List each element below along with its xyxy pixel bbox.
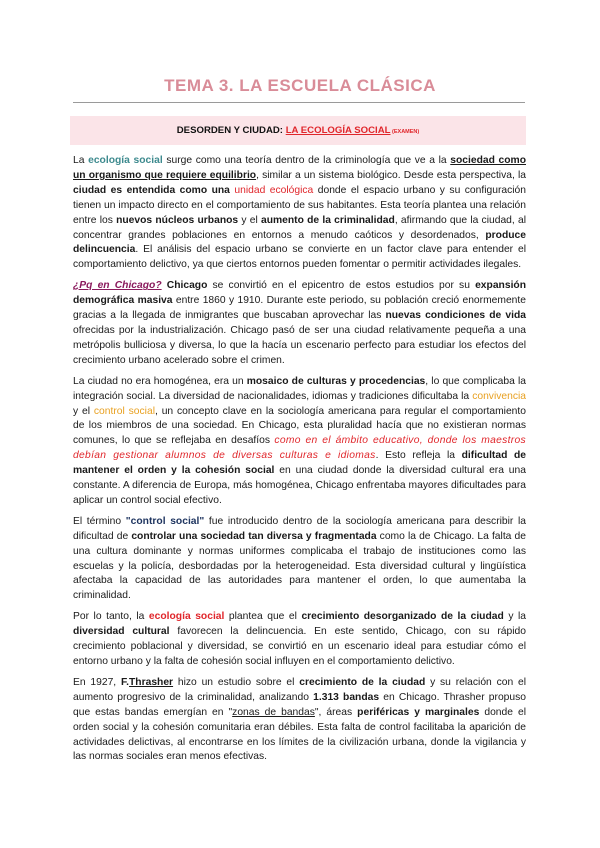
text-span: El término (73, 515, 126, 527)
banner-highlight: LA ECOLOGÍA SOCIAL (285, 125, 391, 136)
emphasis-dificultad: dificultad de mantener el orden y la cohesión social (73, 450, 527, 477)
text-span: donde el espacio urbano y su configuración tienen un impacto directo en el comportamiento de sus habitantes. Esta teoría plantea una relación entre los (73, 184, 527, 226)
text-span: . Esto refleja la (375, 450, 462, 462)
term-ecologia-social-red: ecología social (148, 611, 225, 623)
emphasis-nucleos: nuevos núcleos urbanos (116, 214, 239, 226)
emphasis-expansion: expansión demográfica masiva (73, 280, 527, 307)
text-span: La (73, 155, 89, 166)
emphasis-controlar: controlar una sociedad tan diversa y fragmentada (131, 530, 377, 542)
text-span: entre 1860 y 1910. Durante este periodo, su población creció enormemente gracias a la llegada de inmigrantes que buscaban aprovechar las (73, 295, 526, 322)
text-span: La ciudad no era homogénea, era un (73, 375, 247, 387)
text-span: hizo un estudio sobre el (173, 676, 300, 688)
term-convivencia: convivencia (472, 390, 526, 402)
paragraph-control-social (73, 515, 526, 604)
text-span: , lo que complicaba la integración social. La diversidad de nacionalidades, idiomas y tradiciones dificultaba la (73, 375, 527, 402)
example-educativo: como en el ámbito educativo, donde los maestros debían gestionar alumnos de diversas culturas e idiomas (73, 435, 526, 462)
term-unidad-ecologica: unidad ecológica (234, 184, 314, 196)
emphasis-ciudad: ciudad es entendida como una (73, 184, 235, 196)
text-span: y el (238, 214, 261, 226)
author-initial: F. (120, 676, 129, 688)
paragraph-chicago (73, 279, 526, 368)
document-body (73, 154, 526, 771)
emphasis-condiciones: nuevas condiciones de vida (385, 310, 526, 322)
title-divider (73, 102, 525, 103)
text-span: donde el orden social y la cohesión comunitaria eran débiles. Esta falta de control facilitaba la aparición de actividades delictivas, al encontrarse en los límites de la civilización urbana, donde la vigilancia y las normas sociales eran menos efectivas. (73, 706, 527, 763)
text-span: favorecen la delincuencia. En este sentido, Chicago, con su rápido crecimiento poblacional y diversidad, se convirtió en un escenario ideal para estudiar cómo el entorno urbano y la falta de cohesión social influyen en el comportamiento delictivo. (73, 626, 527, 667)
emphasis-criminalidad: aumento de la criminalidad (260, 214, 395, 226)
paragraph-mosaico (73, 375, 526, 509)
term-ecologia-social: ecología social (88, 155, 163, 166)
emphasis-diversidad: diversidad cultural (73, 626, 170, 638)
text-span: ofrecidas por la industrialización. Chicago pasó de ser una ciudad relativamente pequeña a una metrópolis bulliciosa y diversa, lo que la hacía un escenario perfecto para estudiar los efectos del crecimiento urbano acelerado sobre el crimen. (73, 324, 526, 366)
text-span: y su relación con el aumento progresivo de la criminalidad, analizando (73, 676, 526, 703)
text-span: En 1927, (73, 676, 121, 688)
term-zonas-bandas: zonas de bandas (232, 706, 315, 718)
text-span: , afirmando que la ciudad, al concentrar grandes poblaciones en entornos a menudo caóticos y desordenados, (73, 214, 526, 241)
text-span: como la de Chicago. La falta de una cultura dominante y normas uniformes complicaba el trabajo de instituciones como las escuelas y la policía, desbordadas por la heterogeneidad. Esta diversidad cultural y lingüística afectaba la capacidad de las autoridades para mantener el orden, lo que aumentaba la criminalidad. (73, 530, 526, 602)
emphasis-chicago: Chicago (161, 280, 208, 292)
banner-exam-tag: (EXAMEN) (390, 129, 420, 135)
text-span: y la (503, 611, 527, 623)
paragraph-thrasher (73, 676, 526, 765)
emphasis-perifericas: periféricas y marginales (357, 706, 480, 718)
term-control-social: control social (93, 405, 155, 417)
text-span: fue introducido dentro de la sociología americana para describir la dificultad de (73, 515, 527, 542)
emphasis-crecimiento: crecimiento desorganizado de la ciudad (301, 611, 504, 623)
emphasis-organismo: sociedad como un organismo que requiere equilibrio (73, 155, 526, 181)
text-span: . El análisis del espacio urbano se convierte en un factor clave para entender el comportamiento delictivo, ya que ciertos entornos pueden fomentar o permitir actividades ilegales. (73, 244, 526, 271)
emphasis-bandas: 1.313 bandas (313, 691, 380, 703)
paragraph-ecologia-social (73, 154, 526, 273)
page-title: TEMA 3. LA ESCUELA CLÁSICA (164, 76, 436, 95)
text-span: ", áreas (314, 706, 358, 718)
author-thrasher: Thrasher (129, 676, 174, 688)
question-pq-chicago: ¿Pq en Chicago? (73, 280, 162, 292)
text-span: y el (73, 405, 94, 417)
text-span: , un concepto clave en la sociología americana para regular el comportamiento de los miembros de una sociedad. En Chicago, esta pluralidad hacía que no existieran normas comunes, lo que se reflejaba en desafíos (73, 405, 526, 447)
term-control-social-quoted: "control social" (125, 515, 205, 527)
text-span: en Chicago. Thrasher propuso que estas bandas emergían en " (73, 691, 527, 718)
text-span: plantea que el (224, 611, 302, 623)
emphasis-delincuencia: produce delincuencia (73, 229, 526, 256)
section-banner (70, 116, 526, 145)
text-span: surge como una teoría dentro de la criminología que ve a la (162, 155, 451, 166)
text-span: en una ciudad donde la diversidad cultural era una constante. A diferencia de Europa, más homogénea, Chicago enfrentaba mayores dificultades para aplicar un control social efectivo. (73, 465, 526, 506)
emphasis-crecimiento-ciudad: crecimiento de la ciudad (299, 676, 426, 688)
text-span: Por lo tanto, la (73, 611, 149, 623)
text-span: se convirtió en el epicentro de estos estudios por su (207, 280, 476, 292)
paragraph-conclusion (73, 610, 526, 670)
banner-prefix: DESORDEN Y CIUDAD: (176, 125, 286, 136)
text-span: , similar a un sistema biológico. Desde esta perspectiva, la (256, 169, 526, 181)
emphasis-mosaico: mosaico de culturas y procedencias (246, 375, 426, 387)
